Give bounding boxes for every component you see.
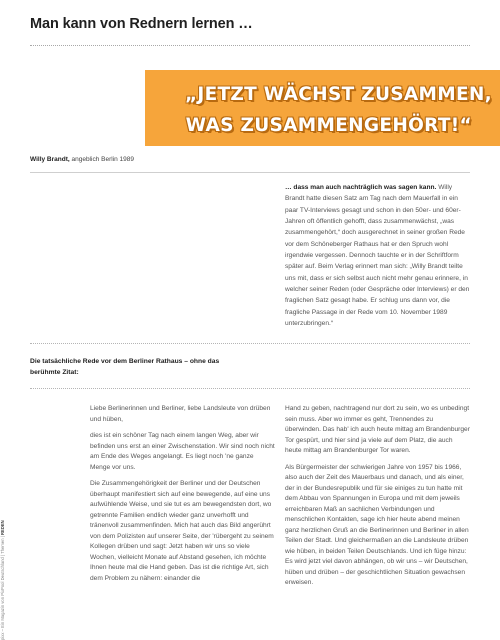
speech-paragraph: Als Bürgermeister der schwierigen Jahre von 1957 bis 1966, also auch der Zeit des Mauerbaus und danach, und als einer, der in der Bundesrepublik und für sie einiges zu tun hatte mit dem Abbau von Spannungen in Europa und mit dem jeweils erreichbaren Maß an sachlichen Verbindungen und menschlichen Kontakten, sage ich hier heute abend meinen ganz herzlichen Gruß an die Berlinerinnen und Berliner in allen Teilen der Stadt. Und gleichermaßen an die Landsleute drüben wie hüben, in beiden Teilen Deutschlands. Und ich füge hinzu: Es wird jetzt viel davon abhängen, ob wir uns – wir Deutschen, hüben und drüben – der geschichtlichen Situation gewachsen erweisen.: [285, 463, 469, 586]
attribution-note: angeblich Berlin 1989: [71, 156, 135, 163]
intro-body: Willy Brandt hatte diesen Satz am Tag nach dem Mauerfall in ein paar TV-Interviews gesagt und schon in den 50er- und 60er-Jahren oft öffentlich gehofft, dass zusammenwächst, „was zusammengehört,“ doch ausgerechnet in seiner großen Rede vor dem Schöneberger Rathaus hat er den Spruch wohl irgendwie vergessen. Dennoch tauchte er in der Schriftform später auf. Beim Verlag erinnert man sich: „Willy Brandt teilte uns mit, dass er sich selbst auch nicht mehr genau erinnere, in welcher seiner Reden (oder Gespräche oder Interviews) er den fraglichen Satz gesagt habe. Er schlug uns dann vor, die fragliche Passage in der Rede vom 10. November 1989 unterzubringen.“: [285, 184, 470, 328]
intro-lead: … dass man auch nachträglich was sagen kann.: [285, 184, 437, 191]
page-title: Man kann von Rednern lernen …: [30, 16, 253, 32]
footer-section: REDEN: [0, 520, 5, 535]
quote-line-2: WAS ZUSAMMENGEHÖRT!“: [185, 115, 472, 136]
footer-publication: pixx – Ein Magazin von PixPool Deutschland | Themen |: [0, 536, 5, 640]
dotted-divider-bottom: [30, 388, 470, 389]
speech-paragraph: dies ist ein schöner Tag nach einem langen Weg, aber wir befinden uns erst an einer Zwischenstation. Wir sind noch nicht am Ende des Weges angelangt. Es liegt noch 'ne ganze Menge vor uns.: [90, 432, 275, 471]
vertical-footer: [0, 400, 10, 640]
speech-paragraph: Die Zusammengehörigkeit der Berliner und der Deutschen überhaupt manifestiert sich auf eine bewegende, auf eine uns aufwühlende Weise, und sie tut es am bewegendsten dort, wo getrennte Familien endlich wieder ganz unverhofft und tränenvoll zusammenfinden. Mich hat auch das Bild angerührt von dem Polizisten auf unserer Seite, der 'rübergeht zu seinem Kollegen drüben und sagt: Jetzt haben wir uns so viele Wochen, vielleicht Monate auf Abstand gesehen, ich möchte Ihnen heute mal die Hand geben. Das ist die richtige Art, sich dem Problem zu nähern: einander die: [90, 480, 274, 582]
intro-paragraph: [285, 182, 470, 329]
quote-attribution: [30, 156, 134, 163]
section-heading: Die tatsächliche Rede vor dem Berliner Rathaus – ohne das berühmte Zitat:: [30, 358, 220, 376]
quote-line-1: „JETZT WÄCHST ZUSAMMEN,: [184, 84, 492, 105]
section-divider: [30, 172, 470, 173]
header-divider: [30, 45, 470, 46]
attribution-name: Willy Brandt,: [30, 156, 70, 163]
speech-column-right: [285, 404, 470, 595]
speech-paragraph: Hand zu geben, nachtragend nur dort zu sein, wo es unbedingt sein muss. Aber wo immer es geht, Trennendes zu überwinden. Das hab' ich auch heute mittag am Brandenburger Tor gespürt, und hier sind ja viele auf dem Platz, die auch heute mittag am Brandenburger Tor waren.: [285, 405, 470, 454]
speech-paragraph: Liebe Berlinerinnen und Berliner, liebe Landsleute von drüben und hüben,: [90, 405, 271, 423]
speech-column-left: [90, 404, 275, 590]
quote-banner: [145, 70, 500, 146]
dotted-divider-top: [30, 343, 470, 344]
